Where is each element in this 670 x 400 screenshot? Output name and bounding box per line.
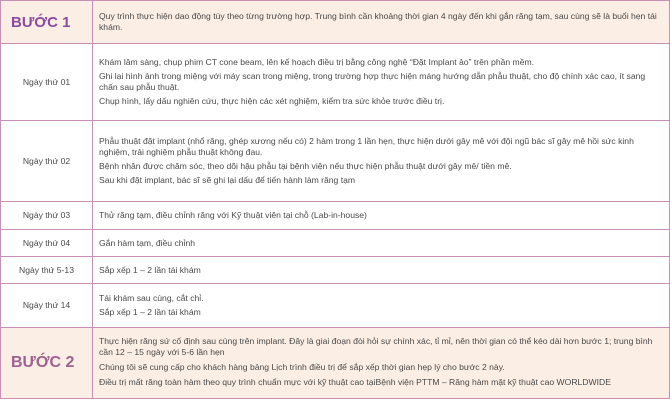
day-item: Sau khi đặt implant, bác sĩ sẽ ghi lại dấu để tiến hành làm răng tạm — [99, 175, 356, 185]
day-row — [1, 202, 670, 230]
day-content — [93, 121, 670, 202]
day-row — [1, 121, 670, 202]
day-content — [93, 230, 670, 257]
step2-item: Điều trị mất răng toàn hàm theo quy trình chuẩn mực với kỹ thuật cao tạiBệnh viện PTTM – Răng hàm mặt kỹ thuật cao WORLDWIDE — [99, 377, 611, 387]
day-content — [93, 257, 670, 284]
step1-description: Quy trình thực hiện dao động tùy theo từng trường hợp. Trung bình cần khoảng thời gian 4 ngày đến khi gắn răng tạm, sau cùng sẽ là buổi hẹn tái khám. — [93, 1, 670, 44]
day-item: Gắn hàm tạm, điều chỉnh — [99, 237, 196, 248]
day-item: Chụp hình, lấy dấu nghiên cứu, thực hiện các xét nghiệm, kiểm tra sức khỏe trước điều trị. — [99, 96, 445, 106]
step2-item: Chúng tôi sẽ cung cấp cho khách hàng bảng Lịch trình điều trị để sắp xếp thời gian hẹp lý cho bước 2 này. — [99, 362, 505, 372]
step2-description — [93, 328, 670, 399]
day-content — [93, 284, 670, 328]
day-label: Ngày thứ 14 — [1, 284, 93, 328]
step2-item: Thực hiện răng sứ cố định sau cùng trên implant. Đây là giai đoạn đòi hỏi sự chính xác, tỉ mỉ, nên thời gian có thể kéo dài hơn bước 1; trung bình cần 12 – 15 ngày với 5-6 lần hẹn — [99, 336, 653, 357]
step2-label: BƯỚC 2 — [1, 328, 93, 399]
day-row — [1, 44, 670, 121]
day-row — [1, 284, 670, 328]
day-label: Ngày thứ 5-13 — [1, 257, 93, 284]
day-content — [93, 44, 670, 121]
step1-row — [1, 1, 670, 44]
day-row — [1, 230, 670, 257]
day-item: Sắp xếp 1 – 2 lần tái khám — [99, 307, 201, 317]
day-row — [1, 257, 670, 284]
step2-row — [1, 328, 670, 399]
day-item: Tái khám sau cùng, cắt chỉ. — [99, 293, 204, 303]
day-content — [93, 202, 670, 230]
day-item: Bệnh nhân được chăm sóc, theo dõi hậu phẫu tại bệnh viện nếu thực hiện phẫu thuật dưới gây mê/ tiền mê. — [99, 161, 512, 171]
day-label: Ngày thứ 01 — [1, 44, 93, 121]
day-item: Khám lâm sàng, chụp phim CT cone beam, lên kế hoạch điều trị bằng công nghệ “Đặt Implant ảo” trên phần mềm. — [99, 57, 535, 67]
step1-label: BƯỚC 1 — [1, 1, 93, 44]
day-item: Thử răng tạm, điều chỉnh răng với Kỹ thuật viên tại chỗ (Lab-in-house) — [99, 210, 367, 220]
day-item: Ghi lại hình ảnh trong miệng với máy scan trong miệng, trong trường hợp thực hiện máng hướng dẫn phẫu thuật, cho độ chính xác cao, ít sang chấn sau phẫu thuật. — [99, 71, 646, 92]
day-item: Phẫu thuật đặt implant (nhổ răng, ghép xương nếu có) 2 hàm trong 1 lần hẹn, thực hiện dưới gây mê với đội ngũ bác sĩ gây mê hồi sức kinh nghiệm, trải nghiệm phẫu thuật không đau. — [99, 136, 634, 157]
day-label: Ngày thứ 03 — [1, 202, 93, 230]
day-label: Ngày thứ 02 — [1, 121, 93, 202]
day-label: Ngày thứ 04 — [1, 230, 93, 257]
day-item: Sắp xếp 1 – 2 lần tái khám — [99, 264, 201, 275]
